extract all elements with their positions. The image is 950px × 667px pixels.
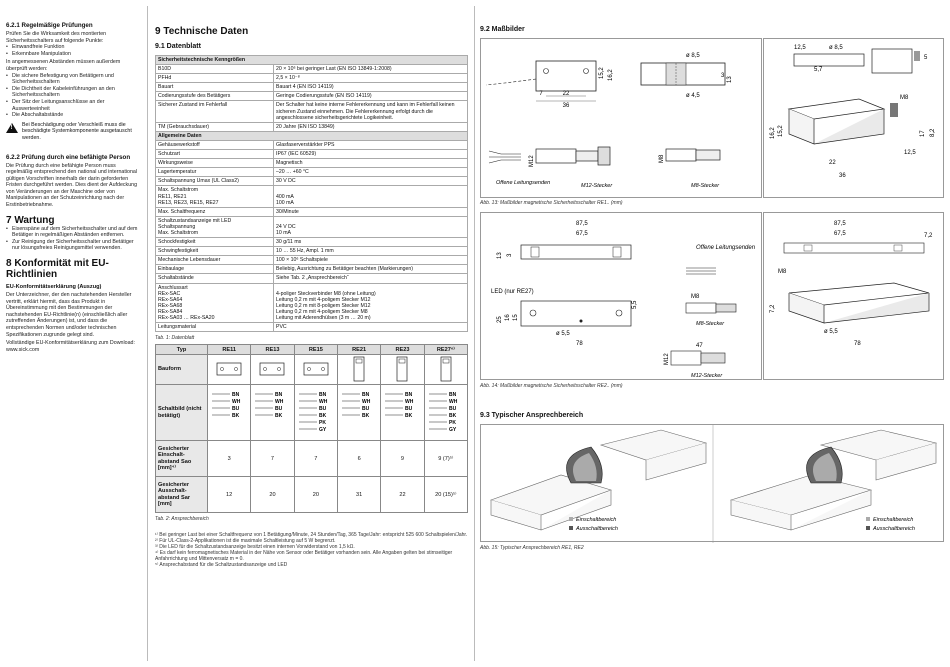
dim-label: 16,2 bbox=[770, 127, 776, 139]
svg-text:WH: WH bbox=[275, 398, 284, 405]
table-section-header: Allgemeine Daten bbox=[156, 131, 468, 140]
footnote: ⁴⁾ Es darf kein ferromagnetisches Material in der Nähe von Sensor oder Betätiger vorhanden sein. Alle Angaben gelten bei stirnseitiger Anfahrrichtung und Mittenversatz m = 0. bbox=[155, 550, 453, 563]
list-item: • Die Dichtheit der Kabeleinführungen an den Sicherheitsschaltern bbox=[6, 86, 142, 99]
table-key: Leitungsmaterial bbox=[156, 323, 274, 332]
table-value: 4-poliger Steckverbinder M8 (ohne Leitung) Leitung 0,2 m mit 4-poligem Stecker M12 Leitung 0,2 m mit 8-poligem Stecker M12 Leitung 0,2 m mit 4-poligem Stecker M8 Leitung mit Aderendhülsen (3 m … 20 m) bbox=[274, 283, 468, 323]
distance-value: 31 bbox=[337, 477, 380, 513]
table-key: Max. Schaltstrom RE11, RE21 RE13, RE23, RE15, RE27 bbox=[156, 186, 274, 207]
svg-text:WH: WH bbox=[318, 398, 328, 405]
housing-symbol bbox=[294, 355, 337, 385]
housing-symbol bbox=[424, 355, 467, 385]
datasheet-table bbox=[155, 55, 468, 332]
column-drawings bbox=[480, 0, 944, 667]
circuit-diagram bbox=[294, 385, 337, 441]
svg-text:BN: BN bbox=[405, 391, 413, 398]
table-key: TM (Gebrauchsdauer) bbox=[156, 122, 274, 131]
distance-value: 9 bbox=[381, 441, 424, 477]
label-m12-plug: M12-Stecker bbox=[581, 183, 613, 189]
table-row bbox=[156, 238, 468, 247]
table-key: Schockfestigkeit bbox=[156, 238, 274, 247]
table-row bbox=[156, 477, 468, 513]
dim-label: M8 bbox=[900, 95, 909, 101]
svg-text:BK: BK bbox=[405, 412, 413, 419]
dim-label: 36 bbox=[562, 103, 570, 109]
distance-value: 22 bbox=[381, 477, 424, 513]
row-label: Gesicherter Einschalt-abstand Sao [mm]⁴⁾ bbox=[156, 441, 208, 477]
svg-text:WH: WH bbox=[232, 398, 241, 405]
svg-text:BU: BU bbox=[405, 405, 413, 412]
table-key: Schwingfestigkeit bbox=[156, 247, 274, 256]
svg-text:BN: BN bbox=[448, 391, 457, 398]
table-value: PVC bbox=[274, 323, 468, 332]
dim-label: 67,5 bbox=[834, 231, 846, 237]
table-value: Beliebig, Ausrichtung zu Betätiger beachten (Markierungen) bbox=[274, 265, 468, 274]
table-value: 20 × 10⁶ bei geringer Last (EN ISO 13849-1:2008) bbox=[274, 65, 468, 74]
table-value: 30/Minute bbox=[274, 207, 468, 216]
figure-13-left bbox=[480, 38, 762, 198]
table-row bbox=[156, 265, 468, 274]
table-key: Codierungsstufe des Betätigers bbox=[156, 92, 274, 101]
svg-text:PK: PK bbox=[448, 419, 456, 426]
table-row bbox=[156, 207, 468, 216]
table-row bbox=[156, 92, 468, 101]
table-value: 30 g/11 ms bbox=[274, 238, 468, 247]
table-key: Schutzart bbox=[156, 150, 274, 159]
table-row bbox=[156, 274, 468, 283]
para-6-2-1-mid: In angemessenen Abständen müssen außerdem überprüft werden: bbox=[6, 59, 121, 72]
table-value: –20 … +60 °C bbox=[274, 168, 468, 177]
legend-on-range: Einschaltbereich bbox=[576, 517, 617, 523]
list-item: • Erkennbare Manipulation bbox=[6, 51, 142, 58]
table-column-header: RE27⁶⁾ bbox=[424, 345, 467, 355]
heading-9-3: 9.3 Typischer Ansprechbereich bbox=[480, 412, 584, 419]
housing-symbol bbox=[251, 355, 294, 385]
table-value: Geringe Codierungsstufe (EN ISO 14119) bbox=[274, 92, 468, 101]
distance-value: 6 bbox=[337, 441, 380, 477]
dim-label: 16,2 bbox=[608, 69, 614, 81]
column-divider bbox=[474, 6, 475, 661]
heading-6-2-2: 6.2.2 Prüfung durch eine befähigte Person bbox=[6, 153, 131, 161]
heading-8: 8 Konformität mit EU-Richtlinien bbox=[6, 258, 109, 281]
row-label: Schaltbild (nicht betätigt) bbox=[156, 385, 208, 441]
para-8: Der Unterzeichner, der den nachstehenden Hersteller vertritt, erklärt hiermit, dass das Produkt in Übereinstimmung mit den Bestimmungen der nachstehenden EU-Richtlinie(n) (einschließlich aller zutreffenden Änderungen) ist, und dass die entsprechenden Normen und/oder technischen Spezifikationen zugrunde gelegt sind. bbox=[6, 292, 132, 338]
table-row bbox=[156, 74, 468, 83]
table-row bbox=[156, 186, 468, 207]
table-column-header: RE13 bbox=[251, 345, 294, 355]
dim-label: 25 bbox=[497, 316, 503, 323]
dim-label: 87,5 bbox=[834, 221, 846, 227]
table-key: Lagertemperatur bbox=[156, 168, 274, 177]
dim-label: 67,5 bbox=[576, 231, 588, 237]
figure-14-left bbox=[480, 212, 762, 380]
table-row bbox=[156, 385, 468, 441]
table-key: Gehäusewerkstoff bbox=[156, 140, 274, 149]
svg-text:WH: WH bbox=[448, 398, 458, 405]
table-row bbox=[156, 355, 468, 385]
label-open-leads: Offene Leitungsenden bbox=[696, 245, 756, 251]
list-item: • Die sichere Befestigung von Betätigern und Sicherheitsschaltern bbox=[6, 73, 142, 86]
table-value: IP67 (IEC 60529) bbox=[274, 150, 468, 159]
heading-6-2-1: 6.2.1 Regelmäßige Prüfungen bbox=[6, 22, 93, 29]
table-key: PFHd bbox=[156, 74, 274, 83]
table-key: B10D bbox=[156, 65, 274, 74]
table-row bbox=[156, 150, 468, 159]
table-row bbox=[156, 441, 468, 477]
row-label: Bauform bbox=[156, 355, 208, 385]
table-row bbox=[156, 122, 468, 131]
table-key: Anschlussart REx-SAC REx-SA64 REx-SA68 REx-SA84 REx-SA03 … REx-SA20 bbox=[156, 283, 274, 323]
table-value: Siehe Tab. 2 „Ansprechbereich“ bbox=[274, 274, 468, 283]
dim-label: 5,7 bbox=[814, 67, 823, 73]
dim-label: ø 5,5 bbox=[556, 331, 570, 337]
svg-text:WH: WH bbox=[362, 398, 371, 405]
svg-text:BU: BU bbox=[275, 405, 283, 412]
list-item: • Die Abschaltabstände bbox=[6, 112, 142, 119]
dim-label: 78 bbox=[576, 341, 583, 347]
housing-symbol bbox=[381, 355, 424, 385]
list-item: • Einwandfreie Funktion bbox=[6, 44, 142, 51]
table-row bbox=[156, 323, 468, 332]
dim-label: 87,5 bbox=[576, 221, 588, 227]
dim-label: ø 8,5 bbox=[686, 53, 700, 59]
footnote: ¹⁾ Bei geringer Last bei einer Schaltfrequenz von 1 Betätigung/Minute, 24 Stunden/Tag, 365 Tage/Jahr: entspricht 525 600 Schaltspielen/Jahr. bbox=[155, 532, 468, 539]
legend-on-range: Einschaltbereich bbox=[873, 517, 914, 523]
list-item: • Eisenspäne auf dem Sicherheitsschalter und auf dem Betätiger in regelmäßigen Abständen entfernen. bbox=[6, 226, 142, 239]
distance-value: 9 (7)⁵⁾ bbox=[424, 441, 467, 477]
dim-label: 3 bbox=[721, 73, 725, 79]
label-m8-plug: M8-Stecker bbox=[696, 321, 725, 327]
response-range-table bbox=[155, 344, 468, 513]
table-value: Magnetisch bbox=[274, 159, 468, 168]
heading-9-1: 9.1 Datenblatt bbox=[155, 43, 201, 50]
dim-label: 22 bbox=[562, 91, 570, 97]
svg-text:GY: GY bbox=[448, 426, 457, 433]
footnotes bbox=[155, 532, 470, 568]
para-8-download: Vollständige EU-Konformitätserklärung zum Download: www.sick.com bbox=[6, 340, 135, 353]
figure-13-right bbox=[763, 38, 944, 198]
table-value: Bauart 4 (EN ISO 14119) bbox=[274, 83, 468, 92]
dim-label: 7 bbox=[539, 91, 543, 97]
svg-text:BU: BU bbox=[232, 405, 240, 412]
circuit-diagram bbox=[424, 385, 467, 441]
label-m8-plug: M8-Stecker bbox=[691, 183, 720, 189]
table-value: 2,5 × 10⁻⁸ bbox=[274, 74, 468, 83]
para-6-2-2: Die Prüfung durch eine befähigte Person muss regelmäßig entsprechend den national und international gültigen Vorschriften innerhalb der darin geforderten Fristen durchgeführt werden. Dies dient der Aufdeckung von Veränderungen an der Maschine oder von Manipulationen an der Schutzeinrichtung nach der Erstinbetriebnahme. bbox=[6, 162, 138, 209]
legend-off-range: Ausschaltbereich bbox=[873, 526, 915, 532]
table-column-header: Typ bbox=[156, 345, 208, 355]
dim-label: 13 bbox=[727, 76, 733, 83]
figure-14-right bbox=[763, 212, 944, 380]
table-column-header: RE23 bbox=[381, 345, 424, 355]
dim-label: M8 bbox=[691, 294, 700, 300]
table-key: Mechanische Lebensdauer bbox=[156, 256, 274, 265]
table-column-header: RE11 bbox=[208, 345, 251, 355]
svg-text:BN: BN bbox=[318, 391, 327, 398]
column-divider bbox=[147, 6, 148, 661]
table-value: 10 … 55 Hz, Ampl. 1 mm bbox=[274, 247, 468, 256]
dim-label: 16 bbox=[505, 314, 511, 321]
table-row bbox=[156, 83, 468, 92]
distance-value: 20 bbox=[251, 477, 294, 513]
table-column-header: RE15 bbox=[294, 345, 337, 355]
table-row bbox=[156, 256, 468, 265]
dim-label: 12,5 bbox=[904, 150, 916, 156]
heading-9-2: 9.2 Maßbilder bbox=[480, 26, 525, 33]
dim-label: 15 bbox=[513, 314, 519, 321]
table-row bbox=[156, 65, 468, 74]
table-section-header: Sicherheitstechnische Kenngrößen bbox=[156, 56, 468, 65]
list-item: • Zur Reinigung der Sicherheitsschalter und Betätiger nur lösungsfreies Reinigungsmittel verwenden. bbox=[6, 239, 142, 252]
dim-label: 17 bbox=[920, 130, 926, 137]
table-value: 30 V DC bbox=[274, 177, 468, 186]
footnote: ²⁾ Für UL-Class-2-Applikationen ist die maximale Schaltleistung auf 5 W begrenzt. bbox=[155, 538, 336, 545]
dim-label: 12,5 bbox=[794, 45, 806, 51]
table-key: Schaltabstände bbox=[156, 274, 274, 283]
svg-text:BU: BU bbox=[362, 405, 370, 412]
svg-text:BK: BK bbox=[448, 412, 457, 419]
label-led: LED (nur RE27) bbox=[491, 289, 534, 295]
dim-label: 5 bbox=[924, 55, 928, 61]
table-key: Sicherer Zustand im Fehlerfall bbox=[156, 101, 274, 122]
svg-text:BN: BN bbox=[362, 391, 370, 398]
label-m12-plug: M12-Stecker bbox=[691, 373, 723, 379]
label-open-leads: Offene Leitungsenden bbox=[496, 180, 551, 186]
circuit-diagram bbox=[381, 385, 424, 441]
housing-symbol bbox=[337, 355, 380, 385]
warning-icon bbox=[6, 123, 18, 133]
distance-value: 20 bbox=[294, 477, 337, 513]
table-column-header: RE21 bbox=[337, 345, 380, 355]
distance-value: 3 bbox=[208, 441, 251, 477]
dim-label: ø 4,5 bbox=[686, 93, 700, 99]
table-key: Bauart bbox=[156, 83, 274, 92]
circuit-diagram bbox=[337, 385, 380, 441]
dim-label: 3 bbox=[507, 253, 513, 257]
circuit-diagram bbox=[251, 385, 294, 441]
table-key: Einbaulage bbox=[156, 265, 274, 274]
dim-label: M12 bbox=[664, 353, 670, 365]
footnote: ³⁾ Die LED für die Schaltzustandsanzeige besitzt einen internen Vorwiderstand von 1,5 kΩ. bbox=[155, 544, 355, 551]
table-row bbox=[156, 216, 468, 237]
dim-label: 15,2 bbox=[778, 125, 784, 137]
distance-value: 12 bbox=[208, 477, 251, 513]
table-key: Max. Schaltfrequenz bbox=[156, 207, 274, 216]
table-row bbox=[156, 247, 468, 256]
dim-label: 78 bbox=[854, 341, 861, 347]
table-row bbox=[156, 177, 468, 186]
row-label: Gesicherter Ausschalt-abstand Sar [mm] bbox=[156, 477, 208, 513]
column-technical-data bbox=[155, 0, 470, 667]
list-item: • Der Sitz der Leitungsanschlüsse an der Auswerteeinheit bbox=[6, 99, 142, 112]
distance-value: 20 (15)⁵⁾ bbox=[424, 477, 467, 513]
heading-9: 9 Technische Daten bbox=[155, 26, 249, 37]
distance-value: 7 bbox=[294, 441, 337, 477]
svg-text:GY: GY bbox=[318, 426, 327, 433]
warning-text: Bei Beschädigung oder Verschleiß muss die beschädigte Systemkomponente ausgetauscht werden. bbox=[22, 121, 132, 141]
legend-off-range: Ausschaltbereich bbox=[576, 526, 618, 532]
svg-text:BK: BK bbox=[318, 412, 327, 419]
dim-label: M8 bbox=[778, 269, 787, 275]
figure-13-caption: Abb. 13: Maßbilder magnetische Sicherheitsschalter RE1.. (mm) bbox=[480, 200, 623, 206]
housing-symbol bbox=[208, 355, 251, 385]
dim-label: ø 5,5 bbox=[824, 329, 838, 335]
heading-8-sub: EU-Konformitätserklärung (Auszug) bbox=[6, 284, 102, 291]
table1-caption: Tab. 1: Datenblatt bbox=[155, 335, 195, 342]
para-6-2-1-intro: Prüfen Sie die Wirksamkeit des montierten Sicherheitsschalters auf folgende Punkte: bbox=[6, 31, 107, 44]
table-row bbox=[156, 283, 468, 323]
column-maintenance bbox=[6, 0, 142, 667]
table-key: Schaltzustandsanzeige mit LED Schaltspannung Max. Schaltstrom bbox=[156, 216, 274, 237]
svg-text:BN: BN bbox=[232, 391, 240, 398]
dim-label: 13 bbox=[497, 252, 503, 259]
dim-label: 5,5 bbox=[632, 300, 638, 309]
dim-label: M12 bbox=[529, 155, 535, 167]
svg-text:BU: BU bbox=[318, 405, 327, 412]
dim-label: 22 bbox=[829, 160, 836, 166]
table-row bbox=[156, 101, 468, 122]
distance-value: 7 bbox=[251, 441, 294, 477]
svg-text:BK: BK bbox=[275, 412, 283, 419]
dim-label: 7,2 bbox=[924, 233, 933, 239]
svg-text:BK: BK bbox=[232, 412, 240, 419]
table-value: 24 V DC 10 mA bbox=[274, 216, 468, 237]
table-value: 20 Jahre (EN ISO 13849) bbox=[274, 122, 468, 131]
dim-label: 47 bbox=[696, 343, 703, 349]
table-value: Der Schalter hat keine interne Fehlererkennung und kann im Fehlerfall keinen sicheren Zustand einnehmen. Die Fehlererkennung erfolgt durch die angeschlossene sicherheitsgerichtete Logikeinheit. bbox=[274, 101, 468, 122]
figure-15-caption: Abb. 15: Typischer Ansprechbereich RE1, RE2 bbox=[480, 545, 584, 551]
dim-label: 8,2 bbox=[930, 128, 936, 137]
footnote: ⁵⁾ Ansprechabstand für die Schaltzustandsanzeige und LED bbox=[155, 562, 288, 569]
dim-label: 15,2 bbox=[599, 67, 605, 79]
dim-label: 7,2 bbox=[770, 304, 776, 313]
table-row bbox=[156, 168, 468, 177]
svg-text:WH: WH bbox=[405, 398, 414, 405]
table-value: 100 × 10⁶ Schaltspiele bbox=[274, 256, 468, 265]
table-key: Wirkungsweise bbox=[156, 159, 274, 168]
table2-caption: Tab. 2: Ansprechbereich bbox=[155, 516, 209, 523]
warning-note bbox=[6, 122, 142, 142]
dim-label: ø 8,5 bbox=[829, 45, 843, 51]
table-row bbox=[156, 140, 468, 149]
figure-15 bbox=[480, 424, 944, 542]
svg-text:BN: BN bbox=[275, 391, 283, 398]
heading-7: 7 Wartung bbox=[6, 214, 55, 226]
svg-text:BK: BK bbox=[362, 412, 370, 419]
dim-label: M8 bbox=[659, 154, 665, 163]
figure-14-caption: Abb. 14: Maßbilder magnetische Sicherheitsschalter RE2.. (mm) bbox=[480, 383, 623, 389]
circuit-diagram bbox=[208, 385, 251, 441]
table-value: Glasfaserverstärkter PPS bbox=[274, 140, 468, 149]
dim-label: 36 bbox=[839, 173, 846, 179]
table-value: 400 mA 100 mA bbox=[274, 186, 468, 207]
table-key: Schaltspannung Umax (UL Class2) bbox=[156, 177, 274, 186]
svg-text:BU: BU bbox=[448, 405, 457, 412]
table-row bbox=[156, 159, 468, 168]
svg-text:PK: PK bbox=[318, 419, 326, 426]
